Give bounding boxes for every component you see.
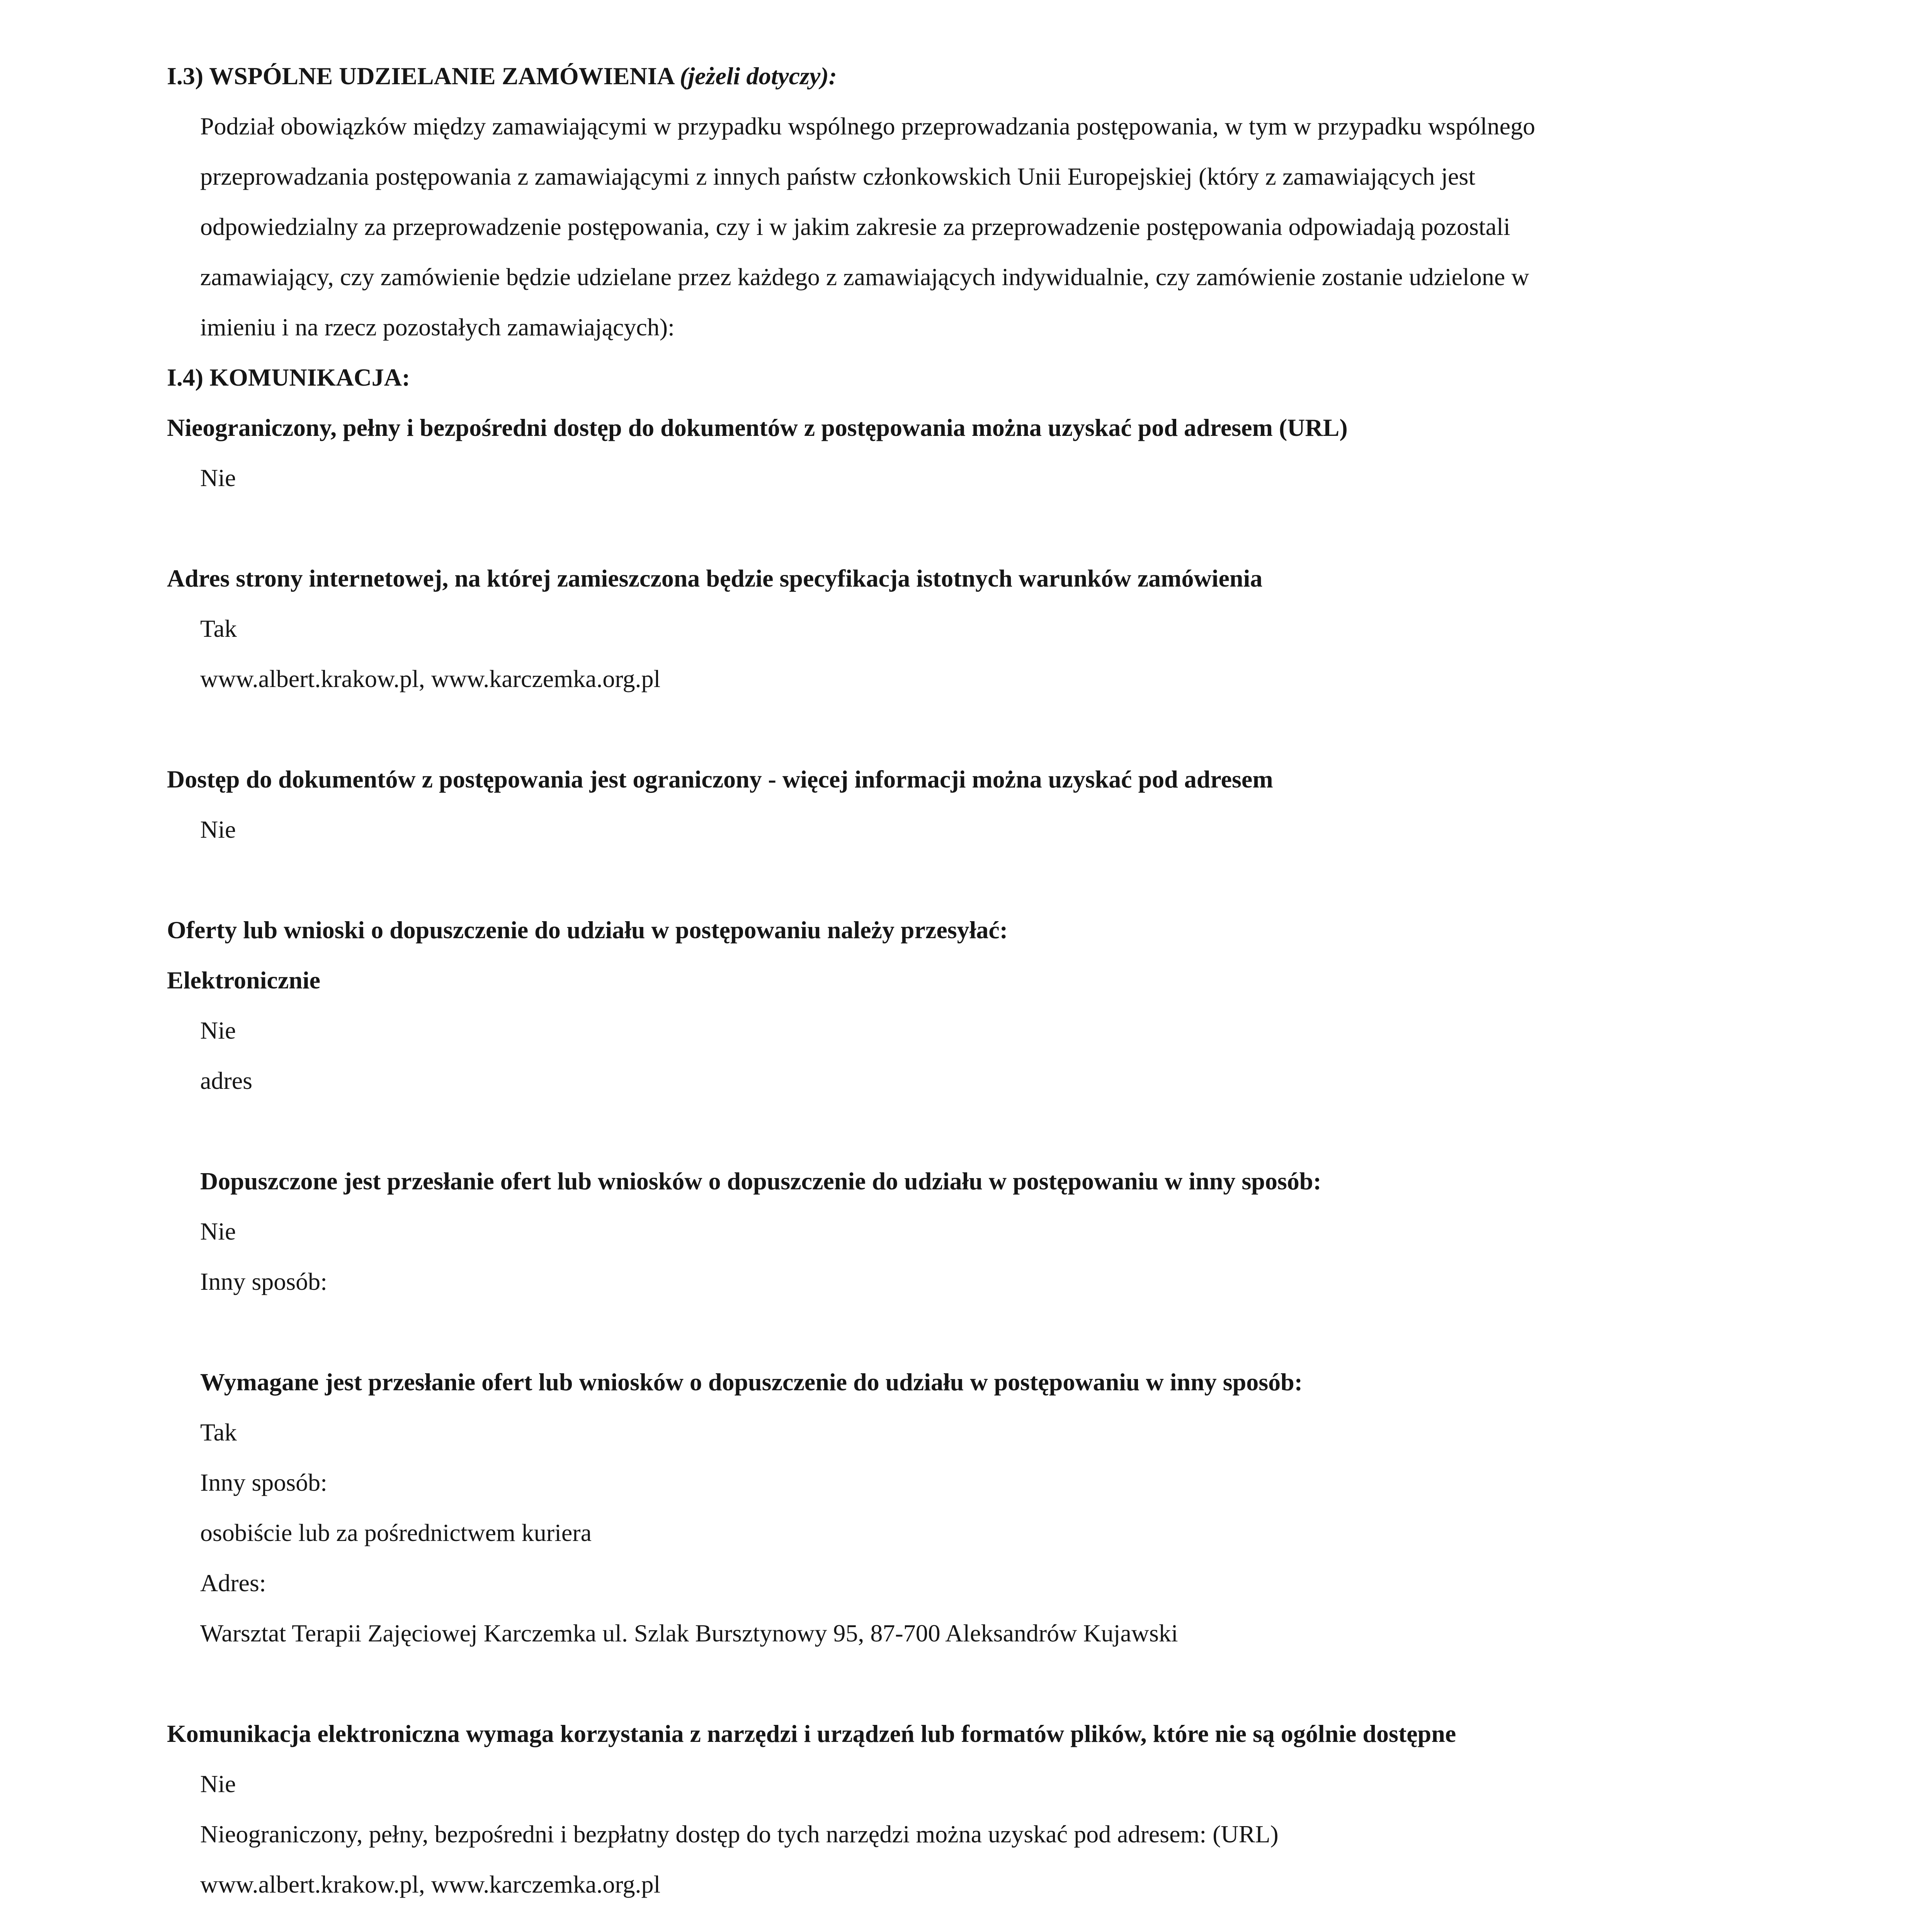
question-other-allowed: Dopuszczone jest przesłanie ofert lub wniosków o dopuszczenie do udziału w postępowaniu w inny sposób: [200, 1167, 1321, 1195]
tools-url: www.albert.krakow.pl, www.karczemka.org.pl [200, 1871, 661, 1898]
answer-other-allowed: Nie [200, 1218, 236, 1245]
paragraph-line: imieniu i na rzecz pozostałych zamawiających): [200, 313, 675, 341]
electronic-address-label: adres [200, 1067, 253, 1094]
heading-text: I.3) WSPÓLNE UDZIELANIE ZAMÓWIENIA [167, 62, 680, 90]
question-full-access: Nieograniczony, pełny i bezpośredni dostęp do dokumentów z postępowania można uzyskać pod adresem (URL) [167, 414, 1348, 441]
question-restricted-access: Dostęp do dokumentów z postępowania jest ograniczony - więcej informacji można uzyskać pod adresem [167, 765, 1273, 793]
question-siwz-address: Adres strony internetowej, na której zamieszczona będzie specyfikacja istotnych warunków zamówienia [167, 565, 1263, 592]
section-heading-i4: I.4) KOMUNIKACJA: [167, 364, 410, 391]
paragraph-line: zamawiający, czy zamówienie będzie udzielane przez każdego z zamawiających indywidualnie, czy zamówienie zostanie udzielone w [200, 263, 1529, 291]
address-label: Adres: [200, 1569, 266, 1597]
question-submission: Oferty lub wnioski o dopuszczenie do udziału w postępowaniu należy przesyłać: [167, 916, 1008, 944]
submission-electronic-label: Elektronicznie [167, 966, 320, 994]
answer-electronic-tools: Nie [200, 1770, 236, 1798]
question-electronic-tools: Komunikacja elektroniczna wymaga korzystania z narzędzi i urządzeń lub formatów plików, które nie są ogólnie dostępne [167, 1720, 1456, 1747]
other-method-value: osobiście lub za pośrednictwem kuriera [200, 1519, 592, 1546]
paragraph-line: Podział obowiązków między zamawiającymi w przypadku wspólnego przeprowadzania postępowania, w tym w przypadku wspólnego [200, 112, 1535, 140]
tools-access-text: Nieograniczony, pełny, bezpośredni i bezpłatny dostęp do tych narzędzi można uzyskać pod adresem: (URL) [200, 1820, 1279, 1848]
address-value: Warsztat Terapii Zajęciowej Karczemka ul. Szlak Bursztynowy 95, 87-700 Aleksandrów Kujawski [200, 1619, 1178, 1647]
answer-siwz-address: Tak [200, 615, 237, 642]
question-other-required: Wymagane jest przesłanie ofert lub wniosków o dopuszczenie do udziału w postępowaniu w inny sposób: [200, 1368, 1303, 1396]
paragraph-line: odpowiedzialny za przeprowadzenie postępowania, czy i w jakim zakresie za przeprowadzenie postępowania odpowiadają pozostali [200, 213, 1510, 240]
answer-restricted-access: Nie [200, 816, 236, 843]
answer-electronic: Nie [200, 1017, 236, 1044]
answer-other-required: Tak [200, 1418, 237, 1446]
other-method-label: Inny sposób: [200, 1469, 327, 1496]
paragraph-line: przeprowadzania postępowania z zamawiającymi z innych państw członkowskich Unii Europejskiej (który z zamawiających jest [200, 163, 1476, 190]
heading-note: (jeżeli dotyczy): [680, 62, 837, 90]
siwz-url: www.albert.krakow.pl, www.karczemka.org.pl [200, 665, 661, 692]
section-heading-i3 [167, 64, 837, 88]
other-method-label: Inny sposób: [200, 1268, 327, 1295]
answer-full-access: Nie [200, 464, 236, 492]
